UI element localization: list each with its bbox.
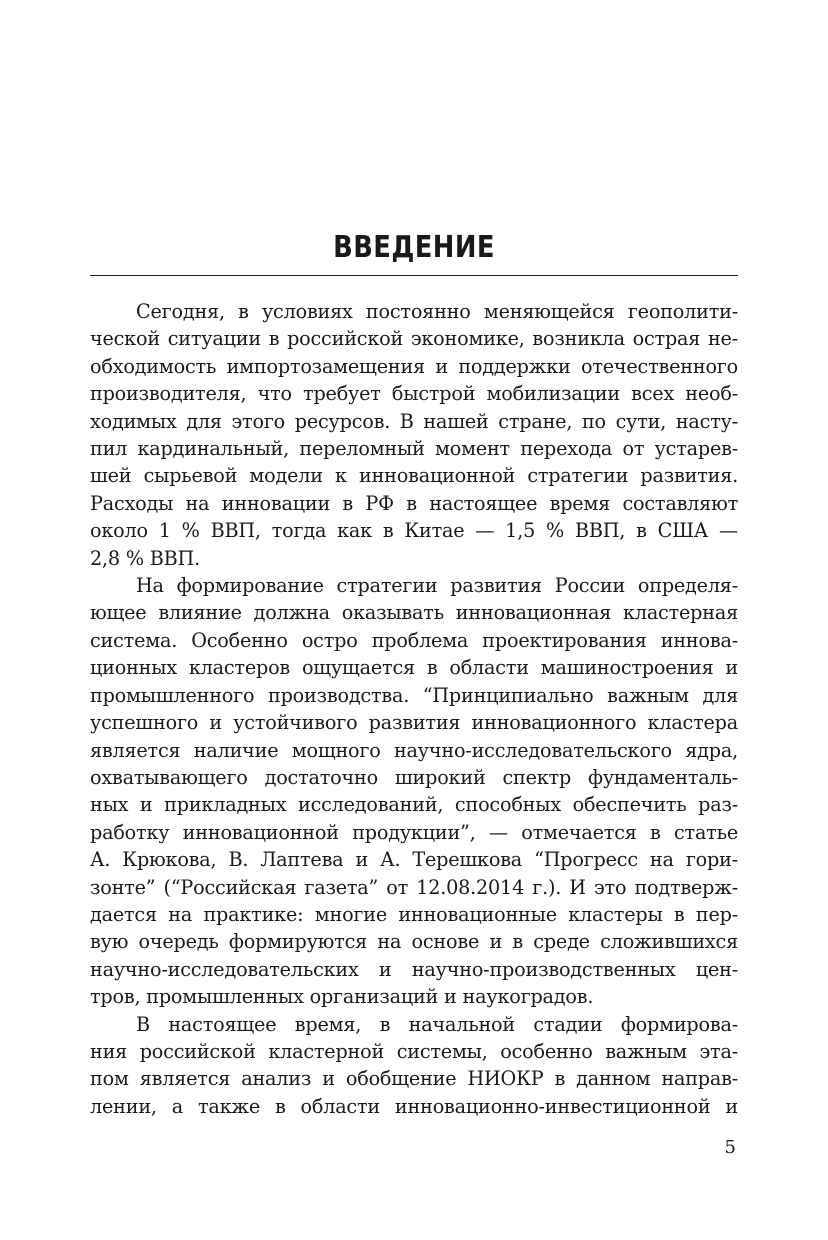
heading-divider <box>90 275 738 276</box>
text-line: пом является анализ и обобщение НИОКР в данном направ- <box>90 1067 738 1091</box>
text-line: охватывающего достаточно широкий спектр фундаменталь- <box>90 765 738 789</box>
text-line: ческой ситуации в российской экономике, возникла острая не- <box>90 327 738 351</box>
paragraph-3 <box>90 1011 738 1121</box>
text-line: ционных кластеров ощущается в области машиностроения и <box>90 656 738 680</box>
text-line: вую очередь формируются на основе и в среде сложившихся <box>90 930 738 954</box>
text-line: является наличие мощного научно-исследовательского ядра, <box>90 738 738 762</box>
text-line: зонте” (“Российская газета” от 12.08.2014 г.). И это подтверж- <box>90 875 738 899</box>
text-line: дается на практике: многие инновационные кластеры в пер- <box>90 902 738 926</box>
text-line: ходимых для этого ресурсов. В нашей стране, по сути, насту- <box>90 409 738 433</box>
text-line: научно-исследовательских и научно-производственных цен- <box>90 957 738 981</box>
text-line: А. Крюкова, В. Лаптева и А. Терешкова “Прогресс на гори- <box>90 848 738 872</box>
text-line: пил кардинальный, переломный момент перехода от устарев- <box>90 437 738 461</box>
page-title: ВВЕДЕНИЕ <box>333 230 495 265</box>
text-line: около 1 % ВВП, тогда как в Китае — 1,5 % ВВП, в США — <box>90 519 738 543</box>
paragraph-2 <box>90 572 738 1011</box>
paragraph-1 <box>90 298 738 572</box>
text-line: работку инновационной продукции”, — отмечается в статье <box>90 820 738 844</box>
page-number: 5 <box>724 1137 736 1158</box>
text-line: промышленного производства. “Принципиально важным для <box>90 683 738 707</box>
body-text <box>90 298 738 1120</box>
text-line: успешного и устойчивого развития инновационного кластера <box>90 711 738 735</box>
text-line: обходимость импортозамещения и поддержки отечественного <box>90 354 738 378</box>
text-line: лении, а также в области инновационно-инвестиционной и <box>90 1094 738 1118</box>
text-line: 2,8 % ВВП. <box>90 546 200 570</box>
text-line: Сегодня, в условиях постоянно меняющейся геополити- <box>136 300 738 323</box>
text-line: В настоящее время, в начальной стадии формирова- <box>136 1012 738 1036</box>
text-line: система. Особенно остро проблема проектирования иннова- <box>90 628 738 652</box>
text-line: шей сырьевой модели к инновационной стратегии развития. <box>90 464 738 488</box>
text-line: ющее влияние должна оказывать инновационная кластерная <box>90 601 738 625</box>
text-line: ния российской кластерной системы, особенно важным эта- <box>90 1039 738 1063</box>
text-line: На формирование стратегии развития России определя- <box>136 574 738 598</box>
text-line: ных и прикладных исследований, способных обеспечить раз- <box>90 793 738 817</box>
text-line: производителя, что требует быстрой мобилизации всех необ- <box>90 382 738 406</box>
text-line: Расходы на инновации в РФ в настоящее время составляют <box>90 491 738 515</box>
text-line: тров, промышленных организаций и наукоградов. <box>90 985 594 1009</box>
